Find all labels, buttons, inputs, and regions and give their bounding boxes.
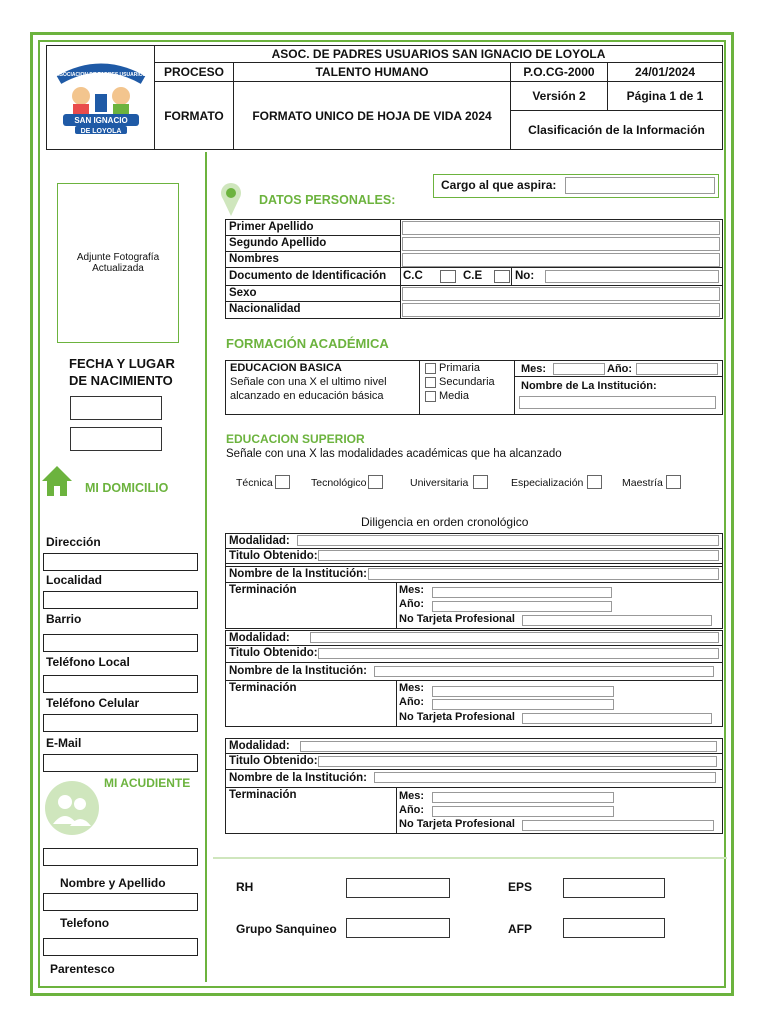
proceso-label: PROCESO xyxy=(154,62,234,82)
basic-edu-desc-2: alcanzado en educación básica xyxy=(230,390,384,402)
universitaria-label: Universitaria xyxy=(410,477,469,489)
basic-mes-label: Mes: xyxy=(521,363,547,375)
primaria-checkbox[interactable] xyxy=(425,363,436,374)
universitaria-checkbox[interactable] xyxy=(473,475,488,489)
block3-anio-input[interactable] xyxy=(432,806,614,817)
classification: Clasificación de la Información xyxy=(510,110,723,150)
acudiente-nombre-label: Nombre y Apellido xyxy=(60,876,166,890)
doc-number-input[interactable] xyxy=(545,270,719,283)
formato-label: FORMATO xyxy=(154,81,234,150)
grupo-sanguineo-input[interactable] xyxy=(346,918,450,938)
block3-modalidad-row: Modalidad: xyxy=(225,738,723,754)
tecnica-label: Técnica xyxy=(236,477,273,489)
telefono-celular-input[interactable] xyxy=(43,714,198,732)
basic-institution-input[interactable] xyxy=(519,396,716,409)
doc-no-label: No: xyxy=(515,270,535,282)
ce-label: C.E xyxy=(463,270,483,282)
sexo-input[interactable] xyxy=(402,287,720,301)
block3-mes-label: Mes: xyxy=(399,790,425,802)
basic-edu-desc-1: Señale con una X el ultimo nivel xyxy=(230,376,387,388)
acudiente-telefono-input[interactable] xyxy=(43,893,198,911)
rh-input[interactable] xyxy=(346,878,450,898)
localidad-label: Localidad xyxy=(46,573,103,587)
block3-anio-label: Año: xyxy=(399,804,425,816)
nacionalidad-label: Nacionalidad xyxy=(225,301,401,319)
photo-instruction: Adjunte Fotografía Actualizada xyxy=(76,252,160,274)
secundaria-checkbox[interactable] xyxy=(425,377,436,388)
media-checkbox[interactable] xyxy=(425,391,436,402)
maestria-label: Maestría xyxy=(622,477,663,489)
photo-box[interactable] xyxy=(57,183,179,343)
block3-modalidad-input[interactable] xyxy=(300,741,717,752)
block1-anio-label: Año: xyxy=(399,598,425,610)
birth-title-line2: DE NACIMIENTO xyxy=(69,373,173,388)
birth-place-input[interactable] xyxy=(70,427,162,451)
location-pin-icon xyxy=(220,182,242,218)
secundaria-label: Secundaria xyxy=(439,376,495,388)
block3-tarjeta-input[interactable] xyxy=(522,820,714,831)
acudiente-nombre-input[interactable] xyxy=(43,848,198,866)
block1-titulo-row: Titulo Obtenido: xyxy=(225,548,723,564)
afp-input[interactable] xyxy=(563,918,665,938)
org-name: ASOC. DE PADRES USUARIOS SAN IGNACIO DE LOYOLA xyxy=(154,45,723,63)
primaria-label: Primaria xyxy=(439,362,480,374)
superior-title: EDUCACION SUPERIOR xyxy=(226,432,365,446)
page-number: Página 1 de 1 xyxy=(607,81,723,111)
people-icon xyxy=(44,780,100,836)
grupo-sanguineo-label: Grupo Sanquineo xyxy=(236,922,337,936)
document-date: 24/01/2024 xyxy=(607,62,723,82)
basic-mes-input[interactable] xyxy=(553,363,605,375)
svg-text:DE LOYOLA: DE LOYOLA xyxy=(80,127,121,135)
block2-tarjeta-input[interactable] xyxy=(522,713,712,724)
sexo-label: Sexo xyxy=(225,285,401,302)
block1-modalidad-row: Modalidad: xyxy=(225,533,723,549)
block2-titulo-input[interactable] xyxy=(318,648,719,659)
block1-titulo-input[interactable] xyxy=(318,550,719,561)
block2-modalidad-row: Modalidad: xyxy=(225,630,723,646)
column-divider xyxy=(205,152,207,982)
block1-mes-input[interactable] xyxy=(432,587,612,598)
svg-text:SAN IGNACIO: SAN IGNACIO xyxy=(73,115,128,125)
block2-mes-input[interactable] xyxy=(432,686,614,697)
document-code: P.O.CG-2000 xyxy=(510,62,608,82)
email-label: E-Mail xyxy=(46,736,82,750)
ce-checkbox[interactable] xyxy=(494,270,510,283)
block2-titulo-row: Titulo Obtenido: xyxy=(225,645,723,663)
tecnologico-label: Tecnológico xyxy=(311,477,367,489)
acudiente-telefono-label: Telefono xyxy=(60,916,110,930)
datos-personales-title: DATOS PERSONALES: xyxy=(259,193,396,207)
block3-mes-input[interactable] xyxy=(432,792,614,803)
basic-edu-title: EDUCACION BASICA xyxy=(230,362,342,374)
formacion-title: FORMACIÓN ACADÉMICA xyxy=(226,336,389,351)
svg-text:ASOCIACION DE PADRES USUARIOS: ASOCIACION DE PADRES USUARIOS xyxy=(55,71,146,78)
block3-institucion-row: Nombre de la Institución: xyxy=(225,769,723,788)
barrio-label: Barrio xyxy=(46,612,82,626)
localidad-input[interactable] xyxy=(43,591,198,609)
nacionalidad-input[interactable] xyxy=(402,303,720,317)
block1-mes-label: Mes: xyxy=(399,584,425,596)
birth-title-line1: FECHA Y LUGAR xyxy=(69,356,175,371)
nombres-input[interactable] xyxy=(402,253,720,267)
proceso-value: TALENTO HUMANO xyxy=(233,62,511,82)
basic-anio-label: Año: xyxy=(607,363,633,375)
cc-checkbox[interactable] xyxy=(440,270,456,283)
telefono-local-input[interactable] xyxy=(43,675,198,693)
maestria-checkbox[interactable] xyxy=(666,475,681,489)
superior-desc: Señale con una X las modalidades académicas que ha alcanzado xyxy=(226,448,562,460)
home-icon xyxy=(40,464,74,498)
block3-institucion-input[interactable] xyxy=(374,772,716,783)
basic-divider xyxy=(515,376,723,377)
rh-label: RH xyxy=(236,880,254,894)
block3-tarjeta-label: No Tarjeta Profesional xyxy=(399,818,515,830)
basic-anio-input[interactable] xyxy=(636,363,718,375)
version: Versión 2 xyxy=(510,81,608,111)
documento-label: Documento de Identificación xyxy=(225,267,401,286)
block3-terminacion-cell: Terminación xyxy=(225,787,397,834)
telefono-celular-label: Teléfono Celular xyxy=(46,696,140,710)
eps-input[interactable] xyxy=(563,878,665,898)
acudiente-parentesco-label: Parentesco xyxy=(50,962,115,976)
block2-anio-label: Año: xyxy=(399,696,425,708)
block2-institucion-row: Nombre de la Institución: xyxy=(225,662,723,681)
segundo-apellido-label: Segundo Apellido xyxy=(225,235,401,252)
chrono-note: Diligencia en orden cronológico xyxy=(361,515,529,529)
primer-apellido-input[interactable] xyxy=(402,221,720,235)
logo-cell xyxy=(46,45,155,150)
birth-date-input[interactable] xyxy=(70,396,162,420)
email-input[interactable] xyxy=(43,754,198,772)
media-label: Media xyxy=(439,390,469,402)
tecnologico-checkbox[interactable] xyxy=(368,475,383,489)
especializacion-checkbox[interactable] xyxy=(587,475,602,489)
block3-titulo-input[interactable] xyxy=(318,756,717,767)
basic-institution-label: Nombre de La Institución: xyxy=(521,380,657,392)
block2-institucion-input[interactable] xyxy=(374,666,714,677)
telefono-local-label: Teléfono Local xyxy=(46,655,130,669)
block2-terminacion-cell: Terminación xyxy=(225,680,397,727)
block2-anio-input[interactable] xyxy=(432,699,614,710)
bottom-divider xyxy=(213,857,727,859)
formato-value: FORMATO UNICO DE HOJA DE VIDA 2024 xyxy=(233,81,511,150)
barrio-input[interactable] xyxy=(43,634,198,652)
header-table xyxy=(46,45,722,149)
block1-tarjeta-input[interactable] xyxy=(522,615,712,626)
acudiente-title: MI ACUDIENTE xyxy=(104,776,191,790)
block2-tarjeta-label: No Tarjeta Profesional xyxy=(399,711,515,723)
block3-titulo-row: Titulo Obtenido: xyxy=(225,753,723,770)
nombres-label: Nombres xyxy=(225,251,401,268)
block1-institucion-input[interactable] xyxy=(368,568,719,580)
block1-terminacion-cell: Terminación xyxy=(225,582,397,629)
direccion-label: Dirección xyxy=(46,535,101,549)
acudiente-parentesco-input[interactable] xyxy=(43,938,198,956)
segundo-apellido-input[interactable] xyxy=(402,237,720,251)
cargo-input[interactable] xyxy=(565,177,715,194)
school-logo xyxy=(51,58,151,138)
especializacion-label: Especialización xyxy=(511,477,584,489)
eps-label: EPS xyxy=(508,880,533,894)
block1-modalidad-input[interactable] xyxy=(297,535,719,546)
afp-label: AFP xyxy=(508,922,532,936)
block1-tarjeta-label: No Tarjeta Profesional xyxy=(399,613,515,625)
direccion-input[interactable] xyxy=(43,553,198,571)
cargo-label: Cargo al que aspira: xyxy=(441,178,557,192)
block2-mes-label: Mes: xyxy=(399,682,425,694)
block1-anio-input[interactable] xyxy=(432,601,612,612)
cc-label: C.C xyxy=(403,270,423,282)
block2-modalidad-input[interactable] xyxy=(310,632,719,643)
primer-apellido-label: Primer Apellido xyxy=(225,219,401,236)
block1-institucion-row: Nombre de la Institución: xyxy=(225,566,723,583)
tecnica-checkbox[interactable] xyxy=(275,475,290,489)
domicilio-title: MI DOMICILIO xyxy=(85,481,169,495)
